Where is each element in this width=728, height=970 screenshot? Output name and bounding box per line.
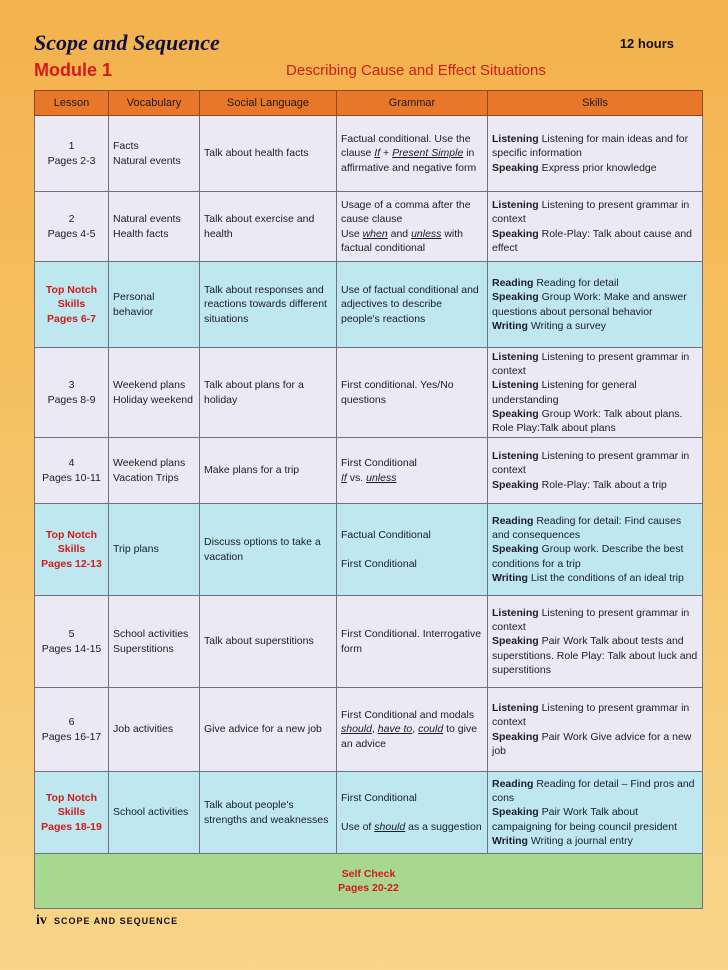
social-language-cell xyxy=(200,192,337,262)
skill-entry xyxy=(492,449,698,477)
lesson-line: Pages 2-3 xyxy=(47,154,96,167)
grammar-text: First Conditional and modals xyxy=(341,709,475,722)
grammar-keyword: Present Simple xyxy=(392,147,464,160)
grammar-text: with factual conditional xyxy=(341,227,464,254)
lesson-line: Top Notch Skills xyxy=(45,792,98,819)
table-row-lesson xyxy=(35,116,703,192)
lesson-line: 5 xyxy=(68,628,75,641)
grammar-text: to give an advice xyxy=(341,723,478,750)
skills-cell xyxy=(488,688,703,772)
lesson-line: Pages 8-9 xyxy=(47,393,96,406)
skill-text: Pair Work Talk about tests and superstitions. Role Play: Talk about luck and superstitions xyxy=(492,635,698,676)
scope-table xyxy=(34,90,703,909)
vocabulary-item: Facts xyxy=(113,140,139,153)
grammar-text: , xyxy=(371,723,378,736)
skill-entry xyxy=(492,701,698,729)
grammar-line xyxy=(341,378,483,406)
col-header-social-language: Social Language xyxy=(200,91,337,116)
skill-entry xyxy=(492,132,698,160)
skill-text: Role-Play: Talk about cause and effect xyxy=(492,227,693,254)
grammar-line xyxy=(341,283,483,326)
col-header-grammar: Grammar xyxy=(337,91,488,116)
skills-cell xyxy=(488,348,703,438)
grammar-keyword: when xyxy=(362,227,388,240)
lesson-line: Pages 10-11 xyxy=(42,471,101,484)
hours-label: 12 hours xyxy=(619,36,674,51)
skill-entry xyxy=(492,777,698,805)
skill-label: Speaking xyxy=(492,407,539,420)
skill-entry xyxy=(492,227,698,255)
table-row-lesson xyxy=(35,438,703,504)
grammar-text: First Conditional. Interrogative form xyxy=(341,628,482,655)
lesson-cell xyxy=(35,192,109,262)
vocabulary-item: School activities xyxy=(113,806,189,819)
skill-text: Express prior knowledge xyxy=(541,161,657,174)
skill-text: Pair Work Talk about campaigning for being council president xyxy=(492,806,678,833)
grammar-cell xyxy=(337,116,488,192)
table-row-lesson xyxy=(35,192,703,262)
lesson-line: Pages 18-19 xyxy=(41,820,102,833)
lesson-line: Pages 4-5 xyxy=(47,227,96,240)
skill-text: Listening for general understanding xyxy=(492,379,637,406)
skill-label: Reading xyxy=(492,778,534,791)
skill-entry xyxy=(492,834,698,848)
skill-entry xyxy=(492,319,698,333)
grammar-keyword: could xyxy=(418,723,444,736)
social-language-cell xyxy=(200,688,337,772)
grammar-text: Use of factual conditional and adjectives to describe people's reactions xyxy=(341,284,479,325)
grammar-line xyxy=(341,528,483,542)
vocabulary-cell xyxy=(109,348,200,438)
grammar-text: First conditional. Yes/No questions xyxy=(341,379,454,406)
social-language-cell xyxy=(200,348,337,438)
skill-label: Listening xyxy=(492,379,539,392)
skills-cell xyxy=(488,596,703,688)
grammar-keyword: have to xyxy=(377,723,413,736)
grammar-cell xyxy=(337,772,488,854)
skill-entry xyxy=(492,407,698,435)
skill-entry xyxy=(492,378,698,406)
table-header-row xyxy=(35,91,703,116)
lesson-cell xyxy=(35,438,109,504)
skill-label: Speaking xyxy=(492,478,539,491)
vocabulary-cell xyxy=(109,116,200,192)
skill-entry xyxy=(492,161,698,175)
vocabulary-cell xyxy=(109,596,200,688)
grammar-line xyxy=(341,471,483,485)
skill-text: Role-Play: Talk about a trip xyxy=(541,478,667,491)
vocabulary-item: Weekend plans xyxy=(113,379,186,392)
table-row-top-notch xyxy=(35,772,703,854)
grammar-line xyxy=(341,708,483,751)
table-row-lesson xyxy=(35,596,703,688)
vocabulary-item: Weekend plans xyxy=(113,457,186,470)
vocabulary-item: School activities xyxy=(113,628,189,641)
skill-label: Listening xyxy=(492,702,539,715)
grammar-text: First Conditional xyxy=(341,792,417,805)
grammar-cell xyxy=(337,596,488,688)
grammar-spacer xyxy=(341,543,483,557)
lesson-cell xyxy=(35,596,109,688)
skill-text: Listening to present grammar in context xyxy=(492,450,690,477)
module-title: Module 1 xyxy=(34,60,113,80)
lesson-line: Pages 16-17 xyxy=(41,730,102,743)
skill-label: Writing xyxy=(492,571,528,584)
skill-entry xyxy=(492,290,698,318)
skill-text: Listening to present grammar in context xyxy=(492,702,690,729)
grammar-text: First Conditional xyxy=(341,557,417,570)
skill-entry xyxy=(492,730,698,758)
skill-label: Reading xyxy=(492,277,534,290)
grammar-spacer xyxy=(341,806,483,820)
footer-label: SCOPE AND SEQUENCE xyxy=(53,916,179,926)
skill-entry xyxy=(492,634,698,677)
social-language-text: Talk about health facts xyxy=(204,147,309,160)
skill-entry xyxy=(492,542,698,570)
grammar-text: and xyxy=(387,227,412,240)
table-row-top-notch xyxy=(35,504,703,596)
skill-text: Group Work: Talk about plans. Role Play:Talk about plans xyxy=(492,407,683,434)
vocabulary-item: Natural events xyxy=(113,213,181,226)
grammar-text: Factual Conditional xyxy=(341,529,431,542)
lesson-cell xyxy=(35,772,109,854)
grammar-cell xyxy=(337,504,488,596)
lesson-line: Top Notch Skills xyxy=(45,529,98,556)
vocabulary-item: Vacation Trips xyxy=(113,471,179,484)
social-language-text: Talk about responses and reactions towards different situations xyxy=(204,284,327,325)
skill-label: Speaking xyxy=(492,730,539,743)
skill-label: Speaking xyxy=(492,291,539,304)
lesson-line: Top Notch Skills xyxy=(45,284,98,311)
lesson-line: 2 xyxy=(68,213,75,226)
grammar-keyword: unless xyxy=(411,227,442,240)
skill-text: Listening to present grammar in context xyxy=(492,199,690,226)
skill-label: Listening xyxy=(492,450,539,463)
skill-text: Group Work: Make and answer questions about personal behavior xyxy=(492,291,687,318)
skill-entry xyxy=(492,571,698,585)
grammar-text: First Conditional xyxy=(341,457,417,470)
grammar-line xyxy=(341,557,483,571)
page-footer xyxy=(36,913,178,929)
skill-label: Speaking xyxy=(492,161,539,174)
grammar-line xyxy=(341,456,483,470)
lesson-line: Pages 6-7 xyxy=(46,312,97,325)
skills-cell xyxy=(488,438,703,504)
grammar-line xyxy=(341,820,483,834)
self-check-title: Self Check xyxy=(341,867,396,880)
skills-cell xyxy=(488,504,703,596)
skill-label: Speaking xyxy=(492,635,539,648)
skill-text: List the conditions of an ideal trip xyxy=(530,571,684,584)
skill-entry xyxy=(492,478,698,492)
page-number: iv xyxy=(36,913,47,928)
grammar-line xyxy=(341,791,483,805)
skill-text: Listening for main ideas and for specific information xyxy=(492,133,689,160)
lesson-line: 3 xyxy=(68,379,75,392)
grammar-text: Use xyxy=(341,227,363,240)
vocabulary-cell xyxy=(109,772,200,854)
skills-cell xyxy=(488,772,703,854)
skills-cell xyxy=(488,192,703,262)
table-row-lesson xyxy=(35,688,703,772)
table-row-top-notch xyxy=(35,262,703,348)
social-language-text: Talk about superstitions xyxy=(204,635,314,648)
page-title: Scope and Sequence xyxy=(34,30,220,55)
social-language-cell xyxy=(200,772,337,854)
vocabulary-item: Trip plans xyxy=(113,543,159,556)
vocabulary-item: Superstitions xyxy=(113,642,174,655)
social-language-text: Make plans for a trip xyxy=(204,464,300,477)
lesson-cell xyxy=(35,688,109,772)
col-header-lesson: Lesson xyxy=(35,91,109,116)
social-language-text: Talk about exercise and health xyxy=(204,213,315,240)
skill-text: Reading for detail xyxy=(536,277,619,290)
skill-label: Reading xyxy=(492,515,534,528)
self-check-row xyxy=(35,854,703,909)
grammar-text: Use of xyxy=(341,820,375,833)
grammar-cell xyxy=(337,262,488,348)
grammar-cell xyxy=(337,438,488,504)
vocabulary-item: Health facts xyxy=(113,227,169,240)
social-language-cell xyxy=(200,504,337,596)
social-language-text: Talk about plans for a holiday xyxy=(204,379,304,406)
grammar-text: , xyxy=(412,723,419,736)
skill-text: Reading for detail – Find pros and cons xyxy=(492,778,695,805)
grammar-line xyxy=(341,227,483,255)
vocabulary-cell xyxy=(109,504,200,596)
social-language-cell xyxy=(200,438,337,504)
grammar-text: vs. xyxy=(346,471,367,484)
vocabulary-cell xyxy=(109,192,200,262)
social-language-cell xyxy=(200,262,337,348)
skill-text: Writing a survey xyxy=(530,319,606,332)
skill-entry xyxy=(492,606,698,634)
table-row-lesson xyxy=(35,348,703,438)
lesson-cell xyxy=(35,262,109,348)
vocabulary-cell xyxy=(109,438,200,504)
social-language-text: Talk about people's strengths and weaknesses xyxy=(204,799,329,826)
skill-label: Listening xyxy=(492,607,539,620)
skill-label: Speaking xyxy=(492,543,539,556)
skill-label: Speaking xyxy=(492,806,539,819)
self-check-pages: Pages 20-22 xyxy=(338,882,399,895)
skill-entry xyxy=(492,350,698,378)
skills-cell xyxy=(488,262,703,348)
col-header-vocabulary: Vocabulary xyxy=(109,91,200,116)
grammar-text: as a suggestion xyxy=(405,820,482,833)
lesson-line: 4 xyxy=(68,457,75,470)
skill-entry xyxy=(492,198,698,226)
skill-label: Writing xyxy=(492,834,528,847)
skill-text: Listening to present grammar in context xyxy=(492,351,690,378)
skill-text: Listening to present grammar in context xyxy=(492,607,690,634)
skill-entry xyxy=(492,276,698,290)
grammar-text: in affirmative and negative form xyxy=(341,147,477,174)
lesson-cell xyxy=(35,348,109,438)
col-header-skills: Skills xyxy=(488,91,703,116)
lesson-line: Pages 12-13 xyxy=(41,557,102,570)
vocabulary-cell xyxy=(109,262,200,348)
lesson-line: Pages 14-15 xyxy=(41,642,102,655)
module-subtitle: Describing Cause and Effect Situations xyxy=(286,62,546,79)
grammar-cell xyxy=(337,688,488,772)
skill-label: Listening xyxy=(492,199,539,212)
skill-text: Writing a journal entry xyxy=(530,834,633,847)
lesson-cell xyxy=(35,116,109,192)
grammar-text: Factual conditional. Use the clause xyxy=(341,133,471,160)
skills-cell xyxy=(488,116,703,192)
skill-label: Listening xyxy=(492,351,539,363)
table-body xyxy=(35,116,703,854)
skill-label: Writing xyxy=(492,319,528,332)
vocabulary-item: Job activities xyxy=(113,723,174,736)
grammar-keyword: If xyxy=(341,471,347,484)
skill-text: Group work. Describe the best conditions for a trip xyxy=(492,543,684,570)
lesson-line: 1 xyxy=(68,140,75,153)
grammar-line xyxy=(341,198,483,226)
vocabulary-item: Natural events xyxy=(113,154,181,167)
lesson-cell xyxy=(35,504,109,596)
skill-label: Speaking xyxy=(492,227,539,240)
skill-entry xyxy=(492,805,698,833)
vocabulary-cell xyxy=(109,688,200,772)
social-language-cell xyxy=(200,116,337,192)
skill-label: Listening xyxy=(492,133,539,146)
skill-text: Reading for detail: Find causes and consequences xyxy=(492,515,682,542)
vocabulary-item: Holiday weekend xyxy=(113,393,193,406)
vocabulary-item: Personal behavior xyxy=(113,291,155,318)
self-check-cell xyxy=(35,854,703,909)
grammar-cell xyxy=(337,348,488,438)
grammar-cell xyxy=(337,192,488,262)
grammar-line xyxy=(341,627,483,655)
grammar-keyword: should xyxy=(341,723,372,736)
grammar-keyword: should xyxy=(374,820,406,833)
social-language-text: Give advice for a new job xyxy=(204,723,322,736)
skill-entry xyxy=(492,514,698,542)
grammar-keyword: unless xyxy=(366,471,397,484)
social-language-cell xyxy=(200,596,337,688)
grammar-keyword: If xyxy=(374,147,381,160)
grammar-line xyxy=(341,132,483,175)
skill-text: Pair Work Give advice for a new job xyxy=(492,730,692,757)
grammar-text: + xyxy=(380,147,393,160)
social-language-text: Discuss options to take a vacation xyxy=(204,536,321,563)
lesson-line: 6 xyxy=(68,716,75,729)
grammar-text: Usage of a comma after the cause clause xyxy=(341,199,471,226)
